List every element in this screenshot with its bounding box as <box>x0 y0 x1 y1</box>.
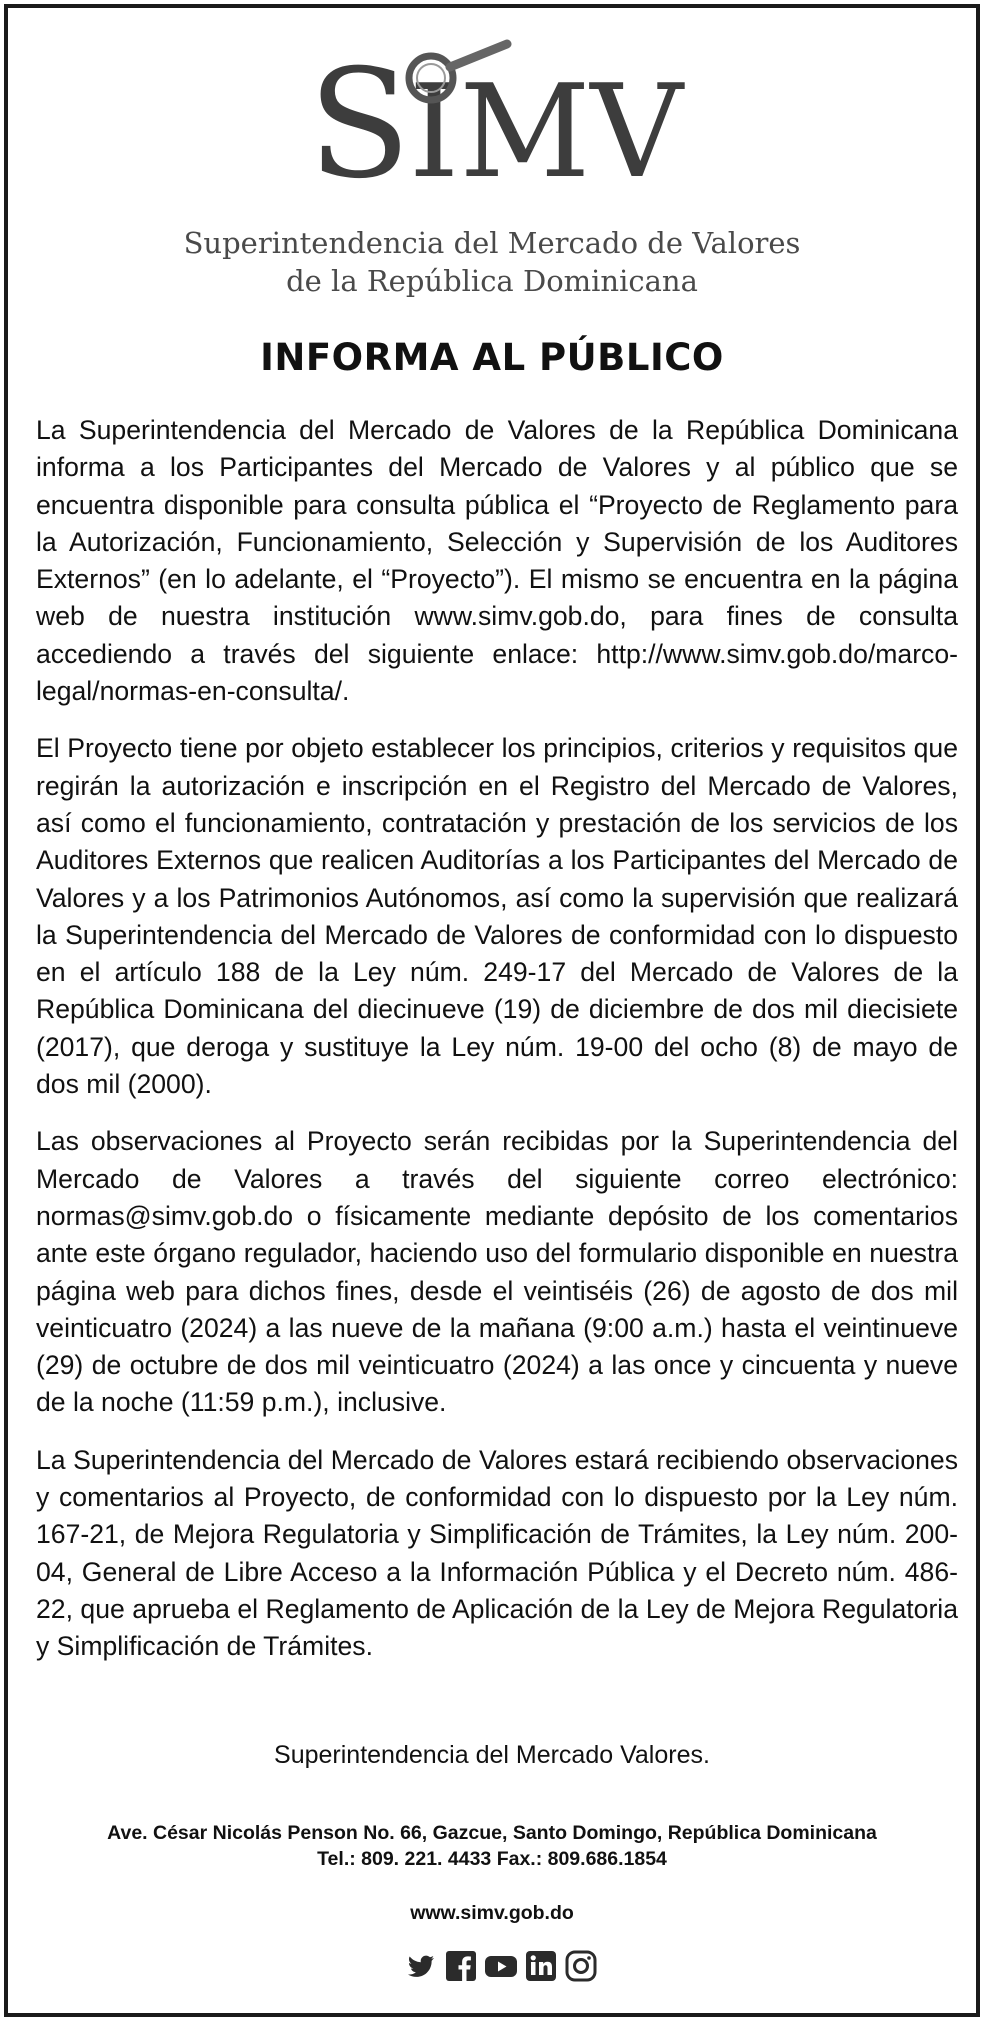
logo-subtitle-line1: Superintendencia del Mercado de Valores <box>183 226 801 260</box>
footer-phones: Tel.: 809. 221. 4433 Fax.: 809.686.1854 <box>317 1848 667 1870</box>
announcement-frame <box>4 4 980 2017</box>
youtube-icon <box>484 1949 518 1983</box>
page-title: INFORMA AL PÚBLICO <box>260 336 724 379</box>
social-icons <box>404 1948 598 1984</box>
simv-logo <box>8 8 976 308</box>
facebook-icon <box>444 1949 478 1983</box>
signature: Superintendencia del Mercado Valores. <box>274 1741 710 1769</box>
paragraph-legal-basis: La Superintendencia del Mercado de Valores estará recibiendo observaciones y comentarios al Proyecto, de conformidad con lo dispuesto por la Ley núm. 167-21, de Mejora Regulatoria y Simplificación de Trámites, la Ley núm. 200-04, General de Libre Acceso a la Información Pública y el Decreto núm. 486-22, que aprueba el Reglamento de Aplicación de la Ley de Mejora Regulatoria y Simplificación de Trámites. <box>36 1444 958 1662</box>
instagram-icon <box>564 1949 598 1983</box>
paragraph-objective: El Proyecto tiene por objeto establecer los principios, criterios y requisitos que regirán la autorización e inscripción en el Registro del Mercado de Valores, así como el funcionamiento, contratación y prestación de los servicios de los Auditores Externos que realicen Auditorías a los Participantes del Mercado de Valores y a los Patrimonios Autónomos, así como la supervisión que realizará la Superintendencia del Mercado de Valores de conformidad con lo dispuesto en el artículo 188 de la Ley núm. 249-17 del Mercado de Valores de la República Dominicana del diecinueve (19) de diciembre de dos mil diecisiete (2017), que deroga y sustituye la Ley núm. 19-00 del ocho (8) de mayo de dos mil (2000). <box>36 733 958 1100</box>
magnifier-icon <box>403 38 518 110</box>
footer-address-block <box>8 1820 976 1872</box>
twitter-icon <box>404 1949 438 1983</box>
announcement-body <box>36 412 958 1686</box>
linkedin-icon <box>524 1949 558 1983</box>
logo-wordmark-s: S <box>308 38 409 212</box>
logo-wordmark-imv: IMV <box>408 58 683 207</box>
footer-website: www.simv.gob.do <box>410 1902 574 1924</box>
footer-address: Ave. César Nicolás Penson No. 66, Gazcue, Santo Domingo, República Dominicana <box>107 1822 877 1844</box>
logo-subtitle-line2: de la República Dominicana <box>286 264 698 298</box>
paragraph-observations: Las observaciones al Proyecto serán recibidas por la Superintendencia del Mercado de Valores a través del siguiente correo electrónico: normas@simv.gob.do o físicamente mediante depósito de los comentarios ante este órgano regulador, haciendo uso del formulario disponible en nuestra página web para dichos fines, desde el veintiséis (26) de agosto de dos mil veinticuatro (2024) a las nueve de la mañana (9:00 a.m.) hasta el veintinueve (29) de octubre de dos mil veinticuatro (2024) a las once y cincuenta y nueve de la noche (11:59 p.m.), inclusive. <box>36 1126 958 1418</box>
paragraph-consultation: La Superintendencia del Mercado de Valores de la República Dominicana informa a los Participantes del Mercado de Valores y al público que se encuentra disponible para consulta pública el “Proyecto de Reglamento para la Autorización, Funcionamiento, Selección y Supervisión de los Auditores Externos” (en lo adelante, el “Proyecto”). El mismo se encuentra en la página web de nuestra institución www.simv.gob.do, para fines de consulta accediendo a través del siguiente enlace: http://www.simv.gob.do/marco-legal/normas-en-consulta/. <box>36 415 958 707</box>
